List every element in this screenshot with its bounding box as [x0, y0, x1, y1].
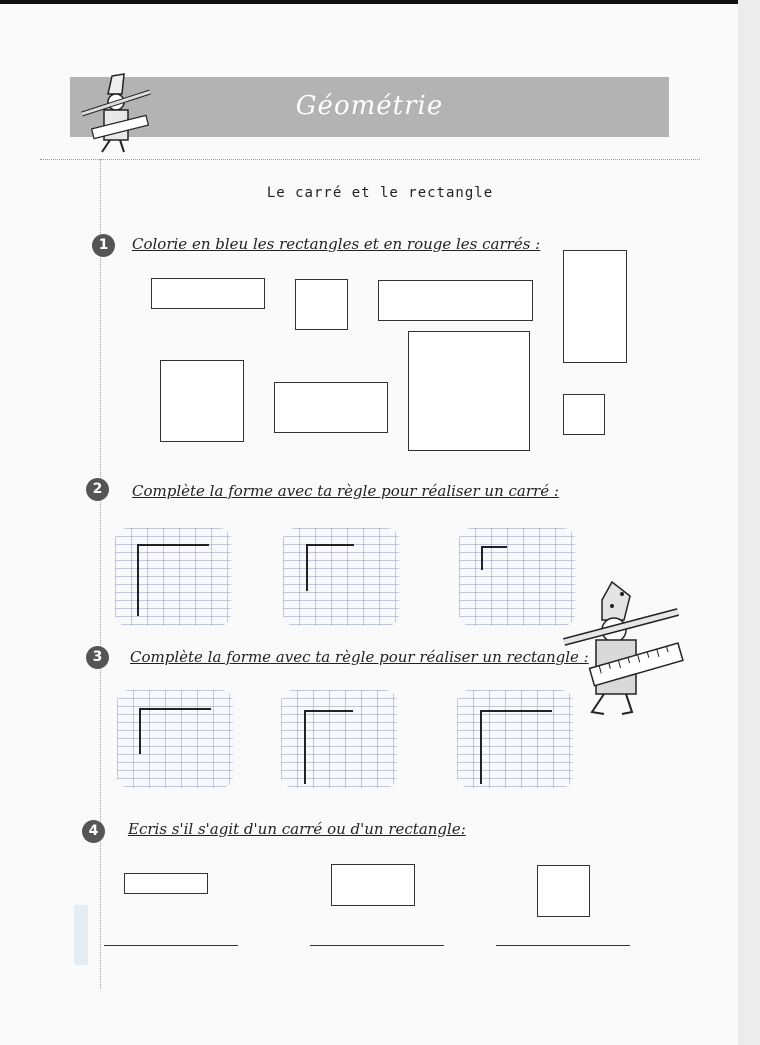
- shape-rectangle[interactable]: [274, 382, 388, 433]
- exercise-instruction: Colorie en bleu les rectangles et en rouge les carrés :: [132, 235, 541, 253]
- exercise-number-badge: 3: [86, 646, 109, 669]
- rectangle-corner-start: [139, 708, 211, 754]
- shape-rectangle: [331, 864, 415, 906]
- square-corner-start: [137, 544, 209, 616]
- title-banner: [70, 77, 669, 137]
- shape-rectangle[interactable]: [151, 278, 265, 309]
- shape-square[interactable]: [563, 394, 605, 435]
- shape-rectangle[interactable]: [563, 250, 627, 363]
- rectangle-corner-start: [304, 710, 353, 784]
- exercise-instruction: Ecris s'il s'agit d'un carré ou d'un rectangle:: [128, 820, 466, 838]
- worksheet-subtitle: Le carré et le rectangle: [266, 185, 494, 201]
- wizard-mascot-icon: [560, 580, 686, 720]
- drawing-grid[interactable]: [281, 690, 397, 788]
- answer-line[interactable]: [104, 945, 238, 946]
- shape-square[interactable]: [160, 360, 244, 442]
- answer-line[interactable]: [310, 945, 444, 946]
- square-corner-start: [481, 546, 507, 570]
- exercise-instruction: Complète la forme avec ta règle pour réaliser un rectangle :: [130, 648, 589, 666]
- rectangle-corner-start: [480, 710, 552, 784]
- drawing-grid[interactable]: [457, 690, 573, 788]
- drawing-grid[interactable]: [115, 528, 231, 626]
- drawing-grid[interactable]: [117, 690, 233, 788]
- exercise-number-badge: 4: [82, 820, 105, 843]
- exercise-instruction: Complète la forme avec ta règle pour réaliser un carré :: [132, 482, 559, 500]
- wizard-mascot-icon: [78, 70, 158, 158]
- square-corner-start: [306, 544, 354, 591]
- exercise-number-badge: 2: [86, 478, 109, 501]
- shape-rectangle: [124, 873, 208, 894]
- page-title: Géométrie: [295, 91, 444, 121]
- shape-square[interactable]: [408, 331, 530, 451]
- margin-line-horizontal: [40, 159, 700, 160]
- shape-square: [537, 865, 590, 917]
- drawing-grid[interactable]: [283, 528, 399, 626]
- tape-mark: [74, 905, 88, 965]
- answer-line[interactable]: [496, 945, 630, 946]
- exercise-number-badge: 1: [92, 234, 115, 257]
- margin-line-vertical: [100, 159, 101, 989]
- page-edge-shadow: [738, 0, 760, 1045]
- drawing-grid[interactable]: [459, 528, 575, 626]
- shape-square[interactable]: [295, 279, 348, 330]
- shape-rectangle[interactable]: [378, 280, 533, 321]
